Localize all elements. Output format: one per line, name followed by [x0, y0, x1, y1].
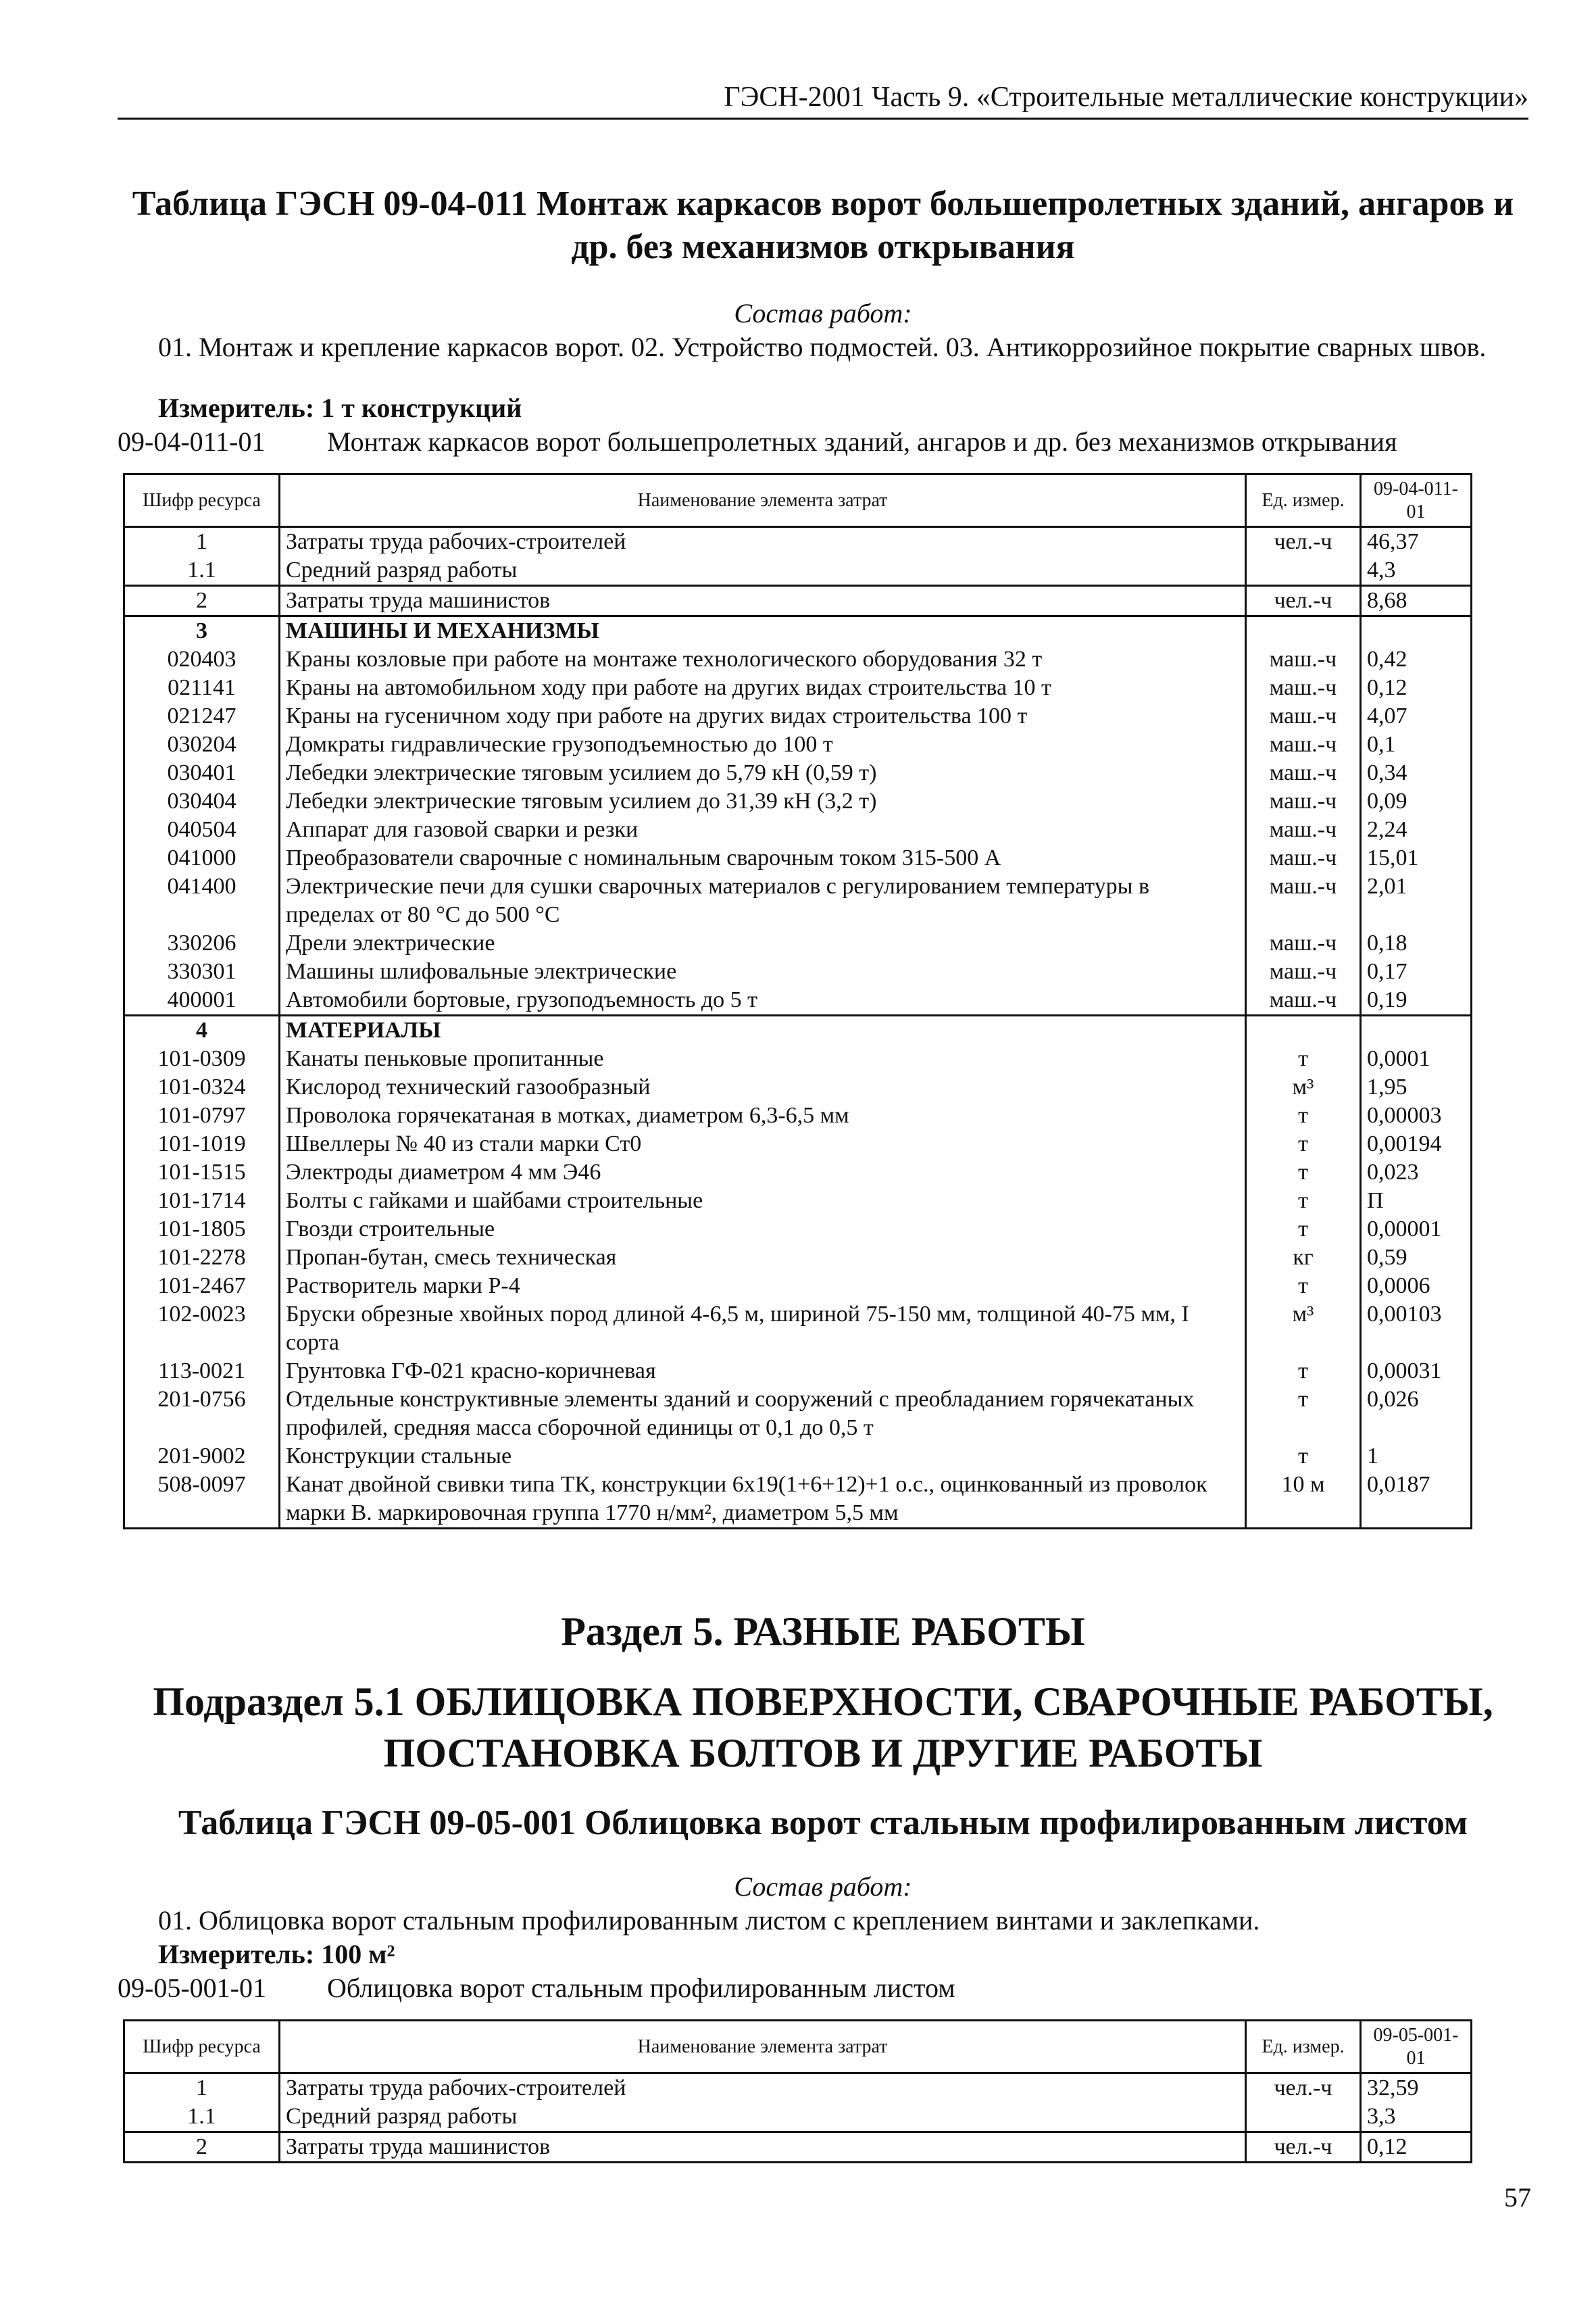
resource-name-cell: Швеллеры № 40 из стали марки Ст0 — [280, 1130, 1246, 1158]
resource-name-cell: Средний разряд работы — [280, 2102, 1246, 2132]
unit-cell: маш.-ч — [1246, 645, 1361, 674]
unit-cell: т — [1246, 1442, 1361, 1471]
unit-cell: кг — [1246, 1244, 1361, 1272]
unit-cell: маш.-ч — [1246, 872, 1361, 929]
page-number: 57 — [1504, 2182, 1531, 2213]
unit-cell: маш.-ч — [1246, 958, 1361, 986]
table-row — [124, 556, 1472, 586]
table-row — [124, 958, 1472, 986]
value-cell: 0,34 — [1361, 759, 1472, 787]
resource-name-cell: Грунтовка ГФ-021 красно-коричневая — [280, 1357, 1246, 1385]
unit-cell — [1246, 556, 1361, 586]
table2-body — [124, 2073, 1472, 2163]
table1-body — [124, 527, 1472, 1529]
table2-header-name: Наименование элемента затрат — [280, 2021, 1246, 2073]
table-row — [124, 1045, 1472, 1073]
unit-cell: чел.-ч — [1246, 586, 1361, 616]
table-row — [124, 872, 1472, 929]
table-row — [124, 929, 1472, 958]
table2-code-desc: Облицовка ворот стальным профилированным листом — [327, 1973, 955, 2003]
resource-name-cell: Электрические печи для сушки сварочных материалов с регулированием температуры в пределах от 80 °С до 500 °С — [280, 872, 1246, 929]
value-cell: 0,17 — [1361, 958, 1472, 986]
resource-code-cell: 101-1805 — [124, 1215, 280, 1244]
resource-code-cell: 1 — [124, 527, 280, 557]
resource-name-cell: Автомобили бортовые, грузоподъемность до 5 т — [280, 986, 1246, 1016]
table1-composition-text: 01. Монтаж и крепление каркасов ворот. 02. Устройство подмостей. 03. Антикоррозийное покрытие сварных швов. — [158, 332, 1487, 362]
table-row — [124, 787, 1472, 816]
resource-name-cell: Лебедки электрические тяговым усилием до 5,79 кН (0,59 т) — [280, 759, 1246, 787]
unit-cell: 10 м — [1246, 1471, 1361, 1529]
value-cell: 1,95 — [1361, 1073, 1472, 1102]
value-cell: 0,026 — [1361, 1385, 1472, 1442]
resource-name-cell: Краны на автомобильном ходу при работе на других видах строительства 10 т — [280, 674, 1246, 702]
resource-code-cell: 030401 — [124, 759, 280, 787]
resource-code-cell: 101-1019 — [124, 1130, 280, 1158]
value-cell: 0,00001 — [1361, 1215, 1472, 1244]
resource-code-cell: 102-0023 — [124, 1300, 280, 1357]
resource-code-cell: 040504 — [124, 816, 280, 844]
unit-cell: маш.-ч — [1246, 986, 1361, 1016]
value-cell: 0,00103 — [1361, 1300, 1472, 1357]
resource-name-cell: Лебедки электрические тяговым усилием до 31,39 кН (3,2 т) — [280, 787, 1246, 816]
table-row — [124, 1272, 1472, 1300]
table-row — [124, 1073, 1472, 1102]
table2-measure: Измеритель: 100 м² — [158, 1939, 395, 1969]
subsection-title: Подраздел 5.1 ОБЛИЦОВКА ПОВЕРХНОСТИ, СВАРОЧНЫЕ РАБОТЫ, ПОСТАНОВКА БОЛТОВ И ДРУГИЕ РАБОТЫ — [153, 1679, 1493, 1775]
resource-name-cell: Электроды диаметром 4 мм Э46 — [280, 1158, 1246, 1187]
unit-cell: т — [1246, 1385, 1361, 1442]
table2-header-code: Шифр ресурса — [124, 2021, 280, 2073]
table-row — [124, 986, 1472, 1016]
table-row — [124, 1187, 1472, 1215]
value-cell: 4,07 — [1361, 702, 1472, 731]
resource-code-cell: 030404 — [124, 787, 280, 816]
value-cell: 0,023 — [1361, 1158, 1472, 1187]
value-cell: 1 — [1361, 1442, 1472, 1471]
resource-code-cell: 101-1515 — [124, 1158, 280, 1187]
value-cell: 0,00031 — [1361, 1357, 1472, 1385]
table-row — [124, 586, 1472, 616]
resource-name-cell: Растворитель марки Р-4 — [280, 1272, 1246, 1300]
value-cell: 3,3 — [1361, 2102, 1472, 2132]
table1-title: Таблица ГЭСН 09-04-011 Монтаж каркасов ворот большепролетных зданий, ангаров и др. без механизмов открывания — [132, 184, 1514, 266]
table-row — [124, 1130, 1472, 1158]
resource-name-cell: Машины шлифовальные электрические — [280, 958, 1246, 986]
resource-name-cell: Преобразователи сварочные с номинальным сварочным током 315-500 А — [280, 844, 1246, 872]
resource-name-cell: Конструкции стальные — [280, 1442, 1246, 1471]
table1-measure: Измеритель: 1 т конструкций — [158, 393, 522, 423]
resource-code-cell: 201-0756 — [124, 1385, 280, 1442]
resource-name-cell: Дрели электрические — [280, 929, 1246, 958]
unit-cell: маш.-ч — [1246, 816, 1361, 844]
value-cell — [1361, 1016, 1472, 1045]
table1-header-unit: Ед. измер. — [1246, 474, 1361, 527]
resource-code-cell: 041000 — [124, 844, 280, 872]
resource-code-cell: 330206 — [124, 929, 280, 958]
unit-cell: т — [1246, 1158, 1361, 1187]
value-cell: 0,18 — [1361, 929, 1472, 958]
resource-name-cell: Затраты труда рабочих-строителей — [280, 2073, 1246, 2103]
table-row — [124, 645, 1472, 674]
table2-header-value: 09-05-001-01 — [1361, 2021, 1472, 2073]
table1-code-desc: Монтаж каркасов ворот большепролетных зданий, ангаров и др. без механизмов открывания — [327, 426, 1397, 457]
resource-code-cell: 101-0324 — [124, 1073, 280, 1102]
resource-code-cell: 330301 — [124, 958, 280, 986]
resource-name-cell: МАШИНЫ И МЕХАНИЗМЫ — [280, 616, 1246, 646]
value-cell: 0,12 — [1361, 674, 1472, 702]
table-row — [124, 1158, 1472, 1187]
resource-code-cell: 101-2467 — [124, 1272, 280, 1300]
resource-name-cell: Затраты труда рабочих-строителей — [280, 527, 1246, 557]
table-row — [124, 2132, 1472, 2163]
table-row — [124, 1300, 1472, 1357]
resource-code-cell: 2 — [124, 586, 280, 616]
table-row — [124, 1102, 1472, 1130]
resource-name-cell: Канаты пеньковые пропитанные — [280, 1045, 1246, 1073]
unit-cell: маш.-ч — [1246, 731, 1361, 759]
resource-code-cell: 1.1 — [124, 2102, 280, 2132]
table1-code-line — [118, 426, 1537, 458]
unit-cell: т — [1246, 1272, 1361, 1300]
resource-code-cell: 1.1 — [124, 556, 280, 586]
table-row — [124, 1442, 1472, 1471]
resource-name-cell: Отдельные конструктивные элементы зданий и сооружений с преобладанием горячекатаных профилей, средняя масса сборочной единицы от 0,1 до 0,5 т — [280, 1385, 1246, 1442]
unit-cell: т — [1246, 1357, 1361, 1385]
resource-code-cell: 101-0309 — [124, 1045, 280, 1073]
table1-header-code: Шифр ресурса — [124, 474, 280, 527]
value-cell: 0,19 — [1361, 986, 1472, 1016]
table-row — [124, 702, 1472, 731]
resource-code-cell: 508-0097 — [124, 1471, 280, 1529]
table-row — [124, 759, 1472, 787]
value-cell: 0,42 — [1361, 645, 1472, 674]
table-row — [124, 674, 1472, 702]
value-cell: 46,37 — [1361, 527, 1472, 557]
table-row — [124, 527, 1472, 557]
value-cell: 0,0187 — [1361, 1471, 1472, 1529]
resource-name-cell: Средний разряд работы — [280, 556, 1246, 586]
table1 — [123, 473, 1472, 1529]
resource-name-cell: Затраты труда машинистов — [280, 586, 1246, 616]
resource-code-cell: 1 — [124, 2073, 280, 2103]
unit-cell: т — [1246, 1045, 1361, 1073]
unit-cell: т — [1246, 1102, 1361, 1130]
table2 — [123, 2019, 1472, 2163]
value-cell: 2,01 — [1361, 872, 1472, 929]
table1-composition-heading: Состав работ: — [734, 298, 912, 328]
resource-code-cell: 101-2278 — [124, 1244, 280, 1272]
unit-cell: маш.-ч — [1246, 759, 1361, 787]
unit-cell: маш.-ч — [1246, 787, 1361, 816]
value-cell: 0,09 — [1361, 787, 1472, 816]
unit-cell: м³ — [1246, 1300, 1361, 1357]
resource-name-cell: Проволока горячекатаная в мотках, диаметром 6,3-6,5 мм — [280, 1102, 1246, 1130]
table2-title: Таблица ГЭСН 09-05-001 Облицовка ворот стальным профилированным листом — [178, 1804, 1468, 1842]
unit-cell: т — [1246, 1187, 1361, 1215]
resource-code-cell: 113-0021 — [124, 1357, 280, 1385]
value-cell: 32,59 — [1361, 2073, 1472, 2103]
table-row — [124, 1357, 1472, 1385]
unit-cell: м³ — [1246, 1073, 1361, 1102]
value-cell: 15,01 — [1361, 844, 1472, 872]
value-cell: 2,24 — [1361, 816, 1472, 844]
value-cell: П — [1361, 1187, 1472, 1215]
unit-cell — [1246, 2102, 1361, 2132]
resource-code-cell: 400001 — [124, 986, 280, 1016]
table2-composition-text: 01. Облицовка ворот стальным профилированным листом с креплением винтами и заклепками. — [158, 1905, 1260, 1936]
resource-name-cell: Кислород технический газообразный — [280, 1073, 1246, 1102]
value-cell: 0,0006 — [1361, 1272, 1472, 1300]
resource-name-cell: Аппарат для газовой сварки и резки — [280, 816, 1246, 844]
resource-name-cell: Канат двойной свивки типа ТК, конструкции 6х19(1+6+12)+1 о.с., оцинкованный из проволок марки В. маркировочная группа 1770 н/мм², диаметром 5,5 мм — [280, 1471, 1246, 1529]
table2-header-unit: Ед. измер. — [1246, 2021, 1361, 2073]
unit-cell: чел.-ч — [1246, 2073, 1361, 2103]
resource-code-cell: 041400 — [124, 872, 280, 929]
table-row — [124, 616, 1472, 646]
resource-name-cell: Домкраты гидравлические грузоподъемностью до 100 т — [280, 731, 1246, 759]
resource-name-cell: Бруски обрезные хвойных пород длиной 4-6,5 м, шириной 75-150 мм, толщиной 40-75 мм, I сорта — [280, 1300, 1246, 1357]
resource-name-cell: Затраты труда машинистов — [280, 2132, 1246, 2163]
table2-composition-heading: Состав работ: — [734, 1871, 912, 1902]
resource-code-cell: 3 — [124, 616, 280, 646]
resource-code-cell: 101-0797 — [124, 1102, 280, 1130]
resource-code-cell: 2 — [124, 2132, 280, 2163]
unit-cell: маш.-ч — [1246, 844, 1361, 872]
table-row — [124, 816, 1472, 844]
resource-code-cell: 020403 — [124, 645, 280, 674]
unit-cell: маш.-ч — [1246, 674, 1361, 702]
resource-code-cell: 101-1714 — [124, 1187, 280, 1215]
value-cell: 0,12 — [1361, 2132, 1472, 2163]
resource-code-cell: 201-9002 — [124, 1442, 280, 1471]
table-row — [124, 1016, 1472, 1045]
table-row — [124, 2102, 1472, 2132]
value-cell: 4,3 — [1361, 556, 1472, 586]
resource-name-cell: Краны козловые при работе на монтаже технологического оборудования 32 т — [280, 645, 1246, 674]
resource-code-cell: 030204 — [124, 731, 280, 759]
resource-name-cell: Пропан-бутан, смесь техническая — [280, 1244, 1246, 1272]
value-cell: 0,59 — [1361, 1244, 1472, 1272]
resource-name-cell: МАТЕРИАЛЫ — [280, 1016, 1246, 1045]
table2-code: 09-05-001-01 — [118, 1973, 266, 2003]
unit-cell: т — [1246, 1215, 1361, 1244]
resource-name-cell: Краны на гусеничном ходу при работе на других видах строительства 100 т — [280, 702, 1246, 731]
table-row — [124, 1471, 1472, 1529]
resource-code-cell: 021141 — [124, 674, 280, 702]
unit-cell: маш.-ч — [1246, 702, 1361, 731]
unit-cell: чел.-ч — [1246, 527, 1361, 557]
table-row — [124, 731, 1472, 759]
table1-code: 09-04-011-01 — [118, 426, 266, 457]
value-cell: 8,68 — [1361, 586, 1472, 616]
table2-code-line — [118, 1972, 1537, 2004]
resource-code-cell: 4 — [124, 1016, 280, 1045]
value-cell: 0,1 — [1361, 731, 1472, 759]
value-cell: 0,0001 — [1361, 1045, 1472, 1073]
unit-cell: маш.-ч — [1246, 929, 1361, 958]
resource-name-cell: Гвозди строительные — [280, 1215, 1246, 1244]
table-row — [124, 1385, 1472, 1442]
unit-cell: чел.-ч — [1246, 2132, 1361, 2163]
table-row — [124, 1244, 1472, 1272]
table1-header-name: Наименование элемента затрат — [280, 474, 1246, 527]
table-row — [124, 1215, 1472, 1244]
table-row — [124, 844, 1472, 872]
section-title: Раздел 5. РАЗНЫЕ РАБОТЫ — [561, 1609, 1085, 1654]
unit-cell: т — [1246, 1130, 1361, 1158]
value-cell — [1361, 616, 1472, 646]
value-cell: 0,00194 — [1361, 1130, 1472, 1158]
unit-cell — [1246, 616, 1361, 646]
page-header: ГЭСН-2001 Часть 9. «Строительные металлические конструкции» — [118, 81, 1528, 120]
resource-code-cell: 021247 — [124, 702, 280, 731]
table-row — [124, 2073, 1472, 2103]
resource-name-cell: Болты с гайками и шайбами строительные — [280, 1187, 1246, 1215]
table1-header-value: 09-04-011-01 — [1361, 474, 1472, 527]
unit-cell — [1246, 1016, 1361, 1045]
value-cell: 0,00003 — [1361, 1102, 1472, 1130]
